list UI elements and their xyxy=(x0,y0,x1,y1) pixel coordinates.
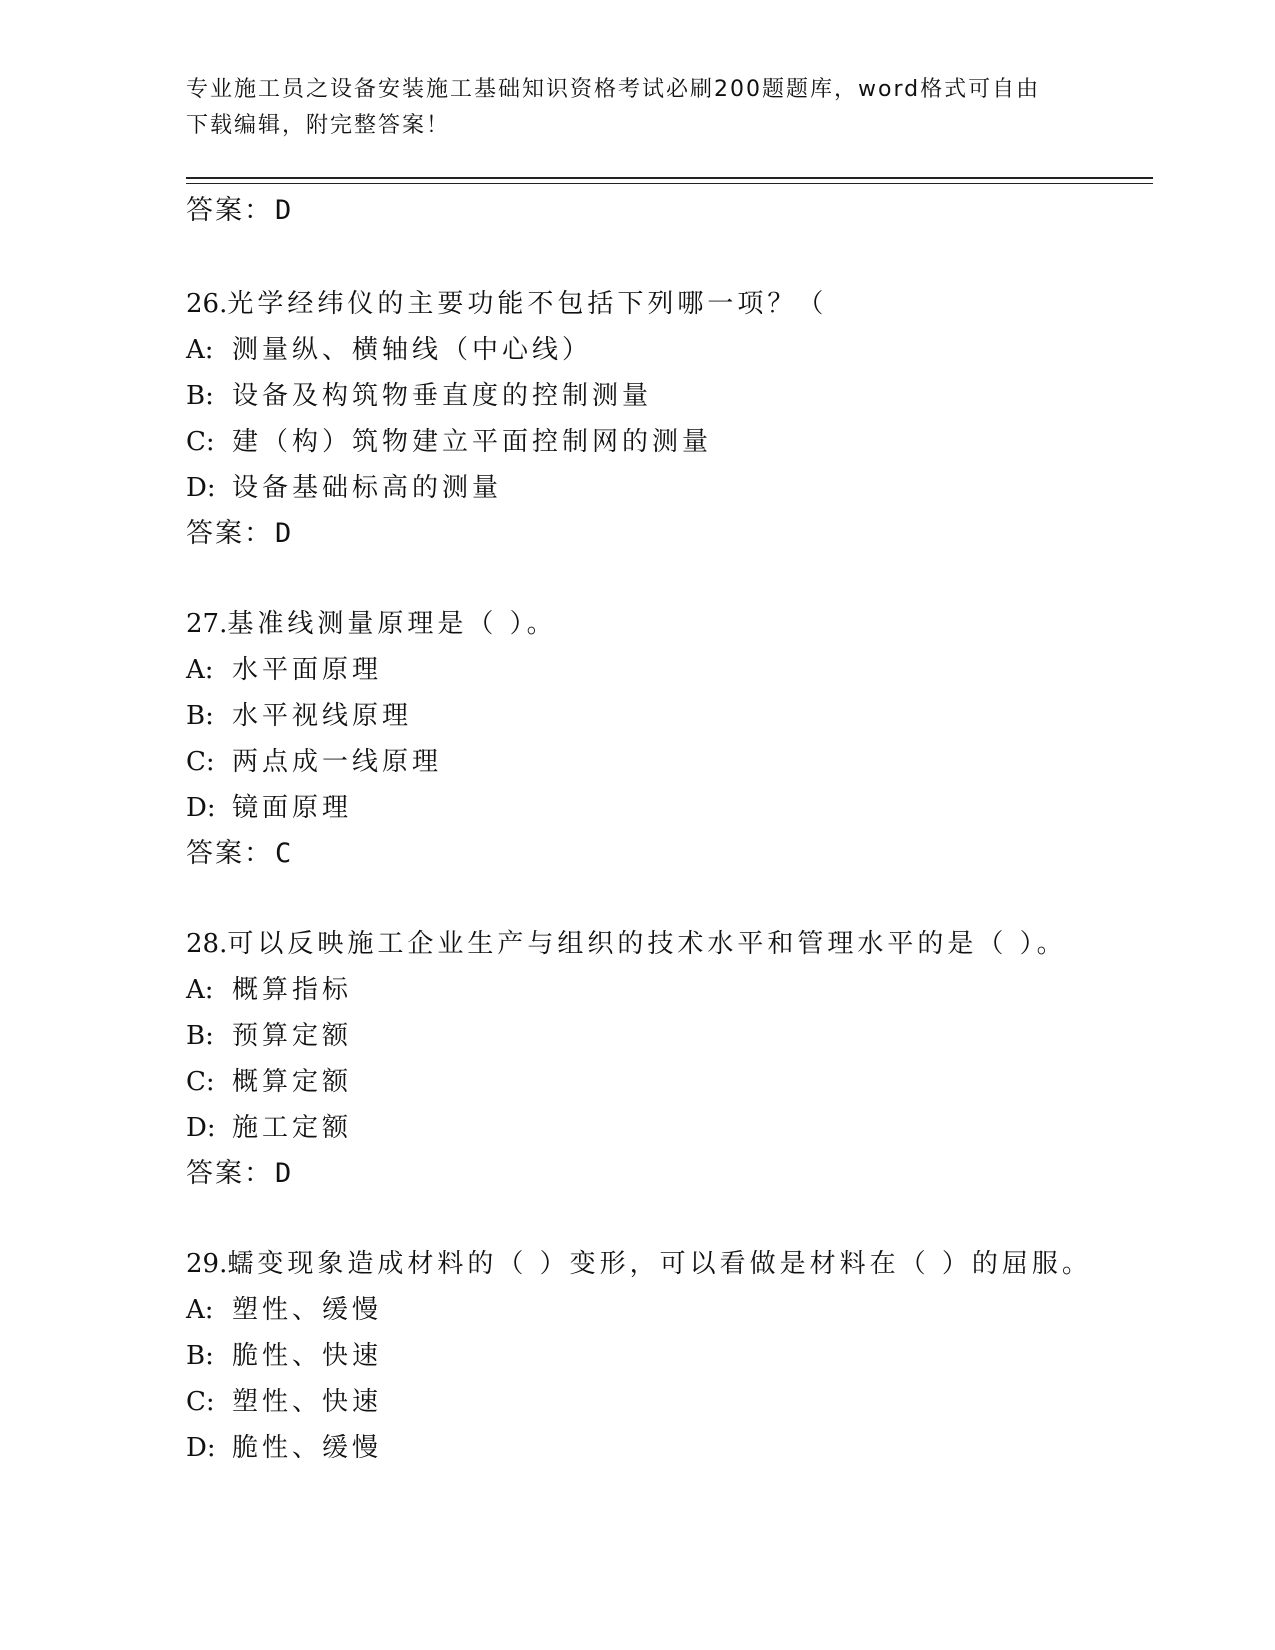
question-list xyxy=(186,281,1146,1471)
question-text: 基准线测量原理是（ ）。 xyxy=(227,609,557,639)
answer-value: D xyxy=(275,195,292,226)
option-text: 塑性、快速 xyxy=(232,1387,383,1417)
option-b xyxy=(186,1013,1146,1059)
option-c xyxy=(186,419,1146,465)
answer-value: C xyxy=(275,838,292,869)
option-key: D: xyxy=(186,1433,216,1463)
option-key: B: xyxy=(186,1021,214,1051)
option-a xyxy=(186,1287,1146,1333)
previous-answer xyxy=(186,188,291,234)
option-d xyxy=(186,1425,1146,1471)
option-text: 水平面原理 xyxy=(232,655,383,685)
answer-label: 答案： xyxy=(186,195,273,226)
option-text: 施工定额 xyxy=(232,1113,353,1143)
question-stem xyxy=(186,1241,1146,1287)
option-key: A: xyxy=(186,1295,214,1325)
option-key: C: xyxy=(186,427,215,457)
option-d xyxy=(186,465,1146,511)
question-stem xyxy=(186,281,1146,327)
option-key: A: xyxy=(186,335,214,365)
question-stem xyxy=(186,601,1146,647)
answer-value: D xyxy=(275,1158,292,1189)
option-d xyxy=(186,785,1146,831)
question-text: 蠕变现象造成材料的（ ）变形，可以看做是材料在（ ）的屈服。 xyxy=(227,1249,1092,1279)
option-text: 建（构）筑物建立平面控制网的测量 xyxy=(232,427,713,457)
option-key: C: xyxy=(186,747,215,777)
answer-line xyxy=(186,1151,1146,1197)
answer-line xyxy=(186,511,1146,557)
option-key: B: xyxy=(186,1341,214,1371)
option-text: 概算指标 xyxy=(232,975,353,1005)
option-text: 水平视线原理 xyxy=(232,701,413,731)
option-key: B: xyxy=(186,701,214,731)
option-key: A: xyxy=(186,975,214,1005)
option-key: B: xyxy=(186,381,214,411)
question-number: 28. xyxy=(186,929,228,959)
option-a xyxy=(186,647,1146,693)
answer-value: D xyxy=(275,518,292,549)
option-key: D: xyxy=(186,473,216,503)
option-text: 概算定额 xyxy=(232,1067,353,1097)
question-block xyxy=(186,1241,1146,1471)
option-c xyxy=(186,1379,1146,1425)
option-text: 设备基础标高的测量 xyxy=(232,473,503,503)
spacer xyxy=(186,557,1146,601)
option-b xyxy=(186,1333,1146,1379)
question-text: 光学经纬仪的主要功能不包括下列哪一项？（ xyxy=(227,289,828,319)
option-text: 两点成一线原理 xyxy=(232,747,443,777)
question-block xyxy=(186,281,1146,557)
question-number: 27. xyxy=(186,609,228,639)
question-block xyxy=(186,921,1146,1197)
spacer xyxy=(186,1197,1146,1241)
answer-label: 答案： xyxy=(186,518,273,549)
option-text: 镜面原理 xyxy=(232,793,353,823)
option-c xyxy=(186,1059,1146,1105)
question-number: 29. xyxy=(186,1249,228,1279)
question-number: 26. xyxy=(186,289,228,319)
answer-label: 答案： xyxy=(186,838,273,869)
option-text: 脆性、缓慢 xyxy=(232,1433,383,1463)
header-divider-thin xyxy=(186,183,1153,184)
answer-label: 答案： xyxy=(186,1158,273,1189)
option-text: 塑性、缓慢 xyxy=(232,1295,383,1325)
option-text: 脆性、快速 xyxy=(232,1341,383,1371)
option-c xyxy=(186,739,1146,785)
option-a xyxy=(186,967,1146,1013)
question-block xyxy=(186,601,1146,877)
option-b xyxy=(186,373,1146,419)
option-key: D: xyxy=(186,1113,216,1143)
option-text: 设备及构筑物垂直度的控制测量 xyxy=(232,381,653,411)
option-key: C: xyxy=(186,1387,215,1417)
option-a xyxy=(186,327,1146,373)
option-d xyxy=(186,1105,1146,1151)
header-line-2: 下载编辑，附完整答案！ xyxy=(186,113,451,138)
question-stem xyxy=(186,921,1146,967)
document-header xyxy=(186,72,1066,144)
option-b xyxy=(186,693,1146,739)
option-text: 测量纵、横轴线（中心线） xyxy=(232,335,593,365)
spacer xyxy=(186,877,1146,921)
answer-line xyxy=(186,831,1146,877)
header-line-1: 专业施工员之设备安装施工基础知识资格考试必刷200题题库，word格式可自由 xyxy=(186,77,1041,102)
option-key: A: xyxy=(186,655,214,685)
option-text: 预算定额 xyxy=(232,1021,353,1051)
header-divider-thick xyxy=(186,177,1153,179)
question-text: 可以反映施工企业生产与组织的技术水平和管理水平的是（ ）。 xyxy=(227,929,1067,959)
option-key: D: xyxy=(186,793,216,823)
option-key: C: xyxy=(186,1067,215,1097)
